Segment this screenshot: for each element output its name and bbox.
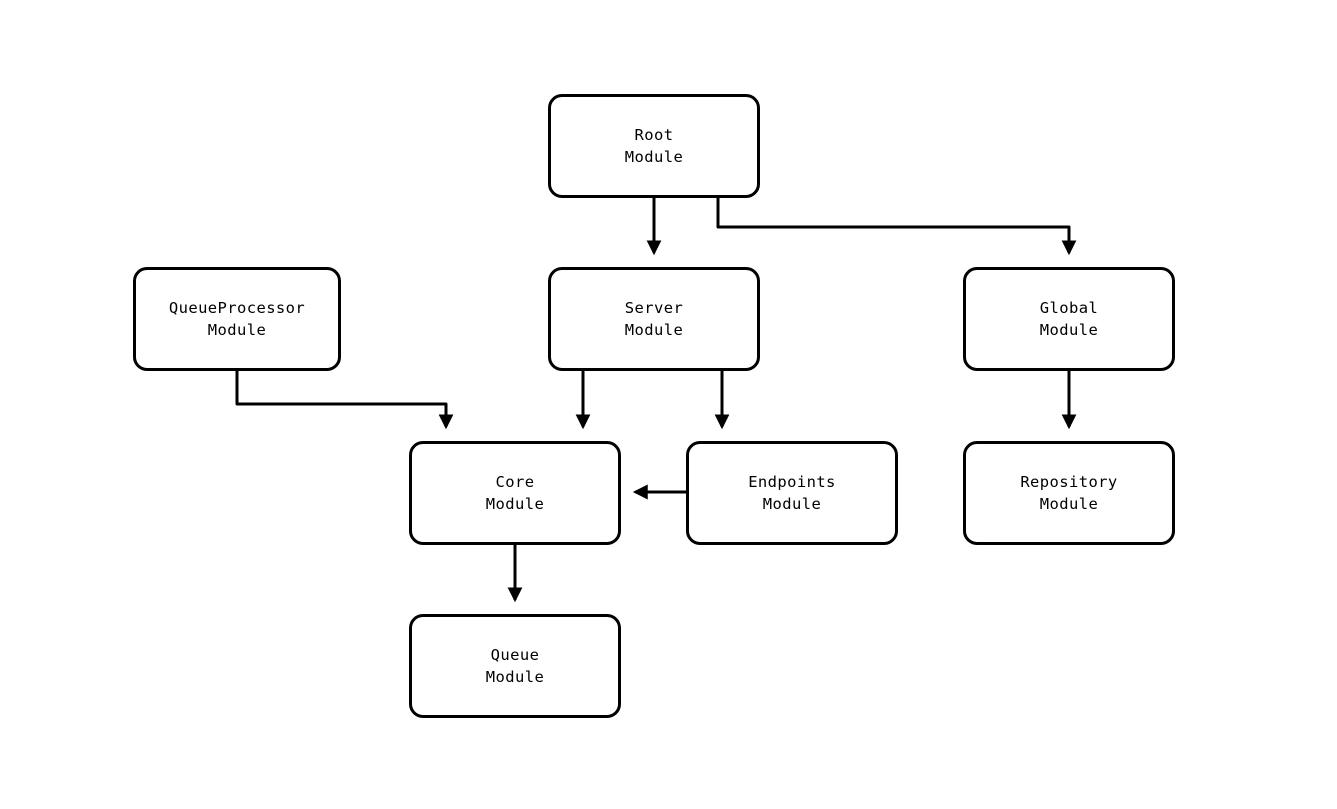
node-label-line2: Module xyxy=(1039,495,1099,513)
node-root-module[interactable] xyxy=(548,94,760,198)
node-label-line1: Repository xyxy=(1020,473,1118,491)
edge-root-to-global xyxy=(718,198,1069,253)
edge-queueprocessor-to-core xyxy=(237,371,446,427)
node-core-module[interactable] xyxy=(409,441,621,545)
node-label-line2: Module xyxy=(624,148,684,166)
node-server-module[interactable] xyxy=(548,267,760,371)
node-queue-module[interactable] xyxy=(409,614,621,718)
node-label-line1: Root xyxy=(634,126,674,144)
node-label-line2: Module xyxy=(485,495,545,513)
node-label-line1: QueueProcessor xyxy=(168,299,306,317)
node-label-line1: Queue xyxy=(490,646,540,664)
node-global-module[interactable] xyxy=(963,267,1175,371)
node-label-line2: Module xyxy=(485,668,545,686)
node-repository-module[interactable] xyxy=(963,441,1175,545)
node-label-line1: Core xyxy=(495,473,535,491)
node-label-line1: Global xyxy=(1039,299,1099,317)
node-label-line1: Endpoints xyxy=(748,473,836,491)
node-queueprocessor-module[interactable] xyxy=(133,267,341,371)
node-label-line1: Server xyxy=(624,299,684,317)
node-label-line2: Module xyxy=(1039,321,1099,339)
node-label-line2: Module xyxy=(207,321,267,339)
node-label-line2: Module xyxy=(762,495,822,513)
node-endpoints-module[interactable] xyxy=(686,441,898,545)
node-label-line2: Module xyxy=(624,321,684,339)
